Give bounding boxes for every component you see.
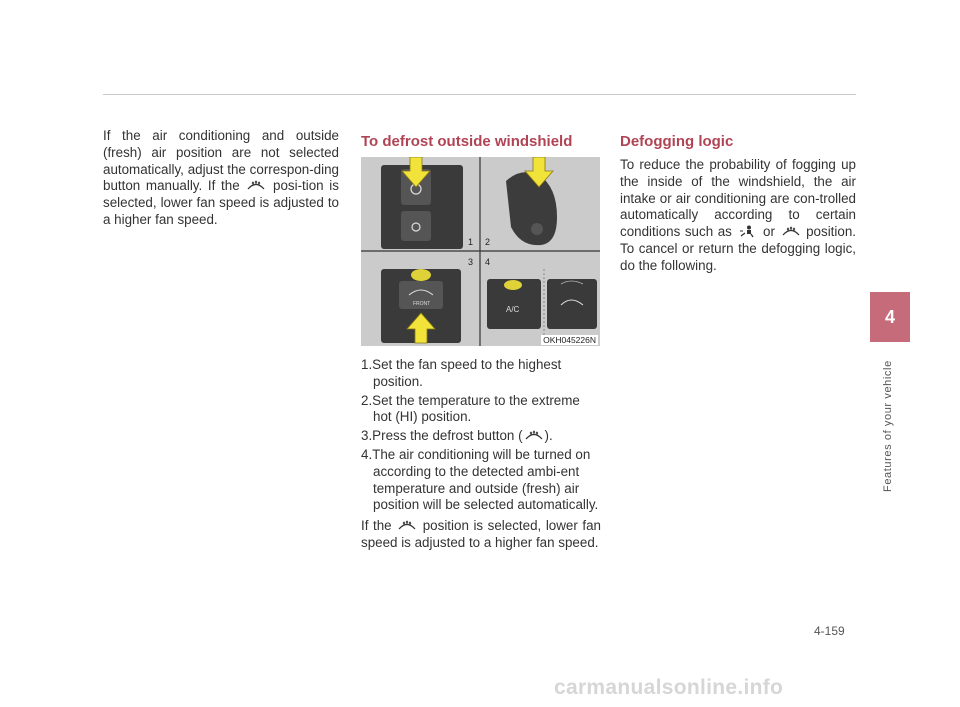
defrost-heading: To defrost outside windshield <box>361 133 573 150</box>
defrost-icon <box>396 519 418 532</box>
figure-code: OKH045226N <box>543 335 596 345</box>
chapter-tab: 4 <box>870 292 910 342</box>
watermark: carmanualsonline.info <box>554 676 784 699</box>
defrost-icon <box>780 225 802 238</box>
step-2: 2.Set the temperature to the extreme hot (HI) position. <box>361 392 580 425</box>
step-3: 3.Press the defrost button ( ). <box>361 428 553 444</box>
ac-label: A/C <box>506 305 520 314</box>
intro-paragraph: If the air conditioning and outside (fresh) air position are not selected automatically, adjust the correspon-ding button manually. If the posi-tion is selected, lower fan speed is adjusted to a higher fan speed. <box>103 128 339 227</box>
defrost-icon <box>523 429 545 442</box>
front-label: FRONT <box>413 301 431 307</box>
chapter-title: Features of your vehicle <box>882 360 894 492</box>
defrost-note: If the position is selected, lower fan speed is adjusted to a higher fan speed. <box>361 518 601 550</box>
label-2: 2 <box>485 237 491 247</box>
page-number: 4-159 <box>814 624 845 638</box>
step-4: 4.The air conditioning will be turned on according to the detected ambi-ent temperature and outside (fresh) air position will be selected automatically. <box>361 446 599 513</box>
defog-heading: Defogging logic <box>620 133 734 150</box>
intro-column <box>103 128 339 229</box>
top-rule <box>103 94 856 95</box>
label-4: 4 <box>485 257 491 267</box>
defrost-figure <box>361 157 600 346</box>
defrost-icon <box>245 179 267 192</box>
defog-paragraph: To reduce the probability of fogging up the inside of the windshield, the air intake or air conditioning are con-trolled automatically according to certain conditions such as or position. To cancel or return the defogging logic, do the following. <box>620 157 856 273</box>
label-3: 3 <box>468 257 474 267</box>
defog-column <box>620 157 856 275</box>
controls-illustration <box>361 157 600 346</box>
defrost-steps <box>361 357 601 552</box>
step-1: 1.Set the fan speed to the highest position. <box>361 357 562 389</box>
label-1: 1 <box>468 237 474 247</box>
floor-defrost-icon <box>736 225 758 238</box>
